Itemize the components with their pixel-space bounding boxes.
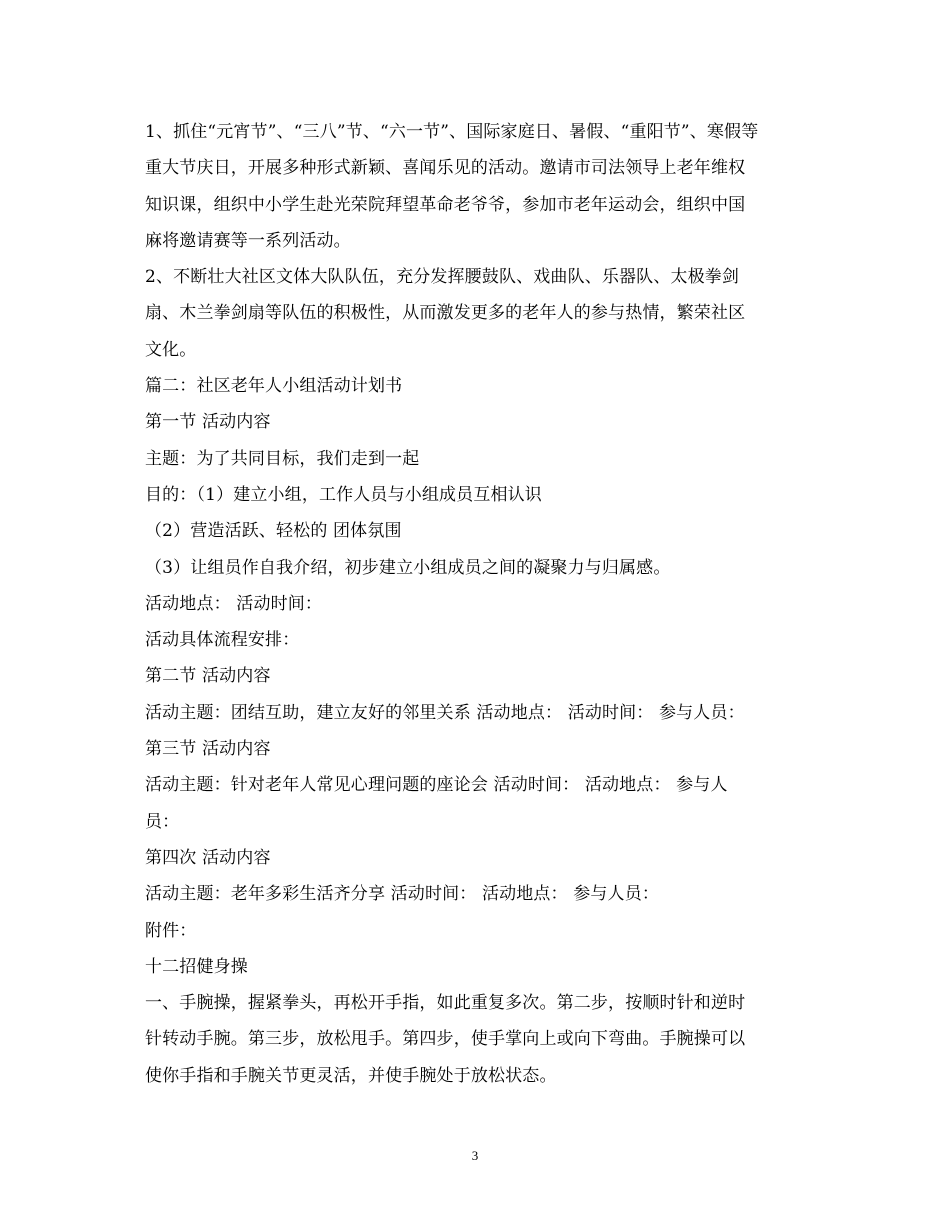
document-body — [145, 114, 810, 1094]
text-line-7: 文化。 — [145, 339, 197, 360]
exercise-line-3: 使你手指和手腕关节更灵活，并使手腕处于放松状态。 — [145, 1065, 557, 1086]
activity-theme-4: 活动主题：老年多彩生活齐分享 活动时间： 活动地点： 参与人员： — [145, 884, 660, 905]
exercise-title: 十二招健身操 — [145, 956, 248, 977]
exercise-line-1: 一、手腕操，握紧拳头，再松开手指，如此重复多次。第二步，按顺时针和逆时 — [145, 993, 746, 1014]
text-line-1: 1、抓住“元宵节”、“三八”节、“六一节”、国际家庭日、暑假、“重阳节”、寒假等 — [145, 122, 759, 142]
subsection-heading-2: 第二节 活动内容 — [145, 666, 271, 687]
subsection-heading-1: 第一节 活动内容 — [145, 412, 271, 433]
text-line-4: 麻将邀请赛等一系列活动。 — [145, 230, 351, 251]
text-line-6: 扇、木兰拳剑扇等队伍的积极性，从而激发更多的老年人的参与热情，繁荣社区 — [145, 303, 746, 324]
exercise-line-2: 针转动手腕。第三步，放松甩手。第四步，使手掌向上或向下弯曲。手腕操可以 — [145, 1029, 746, 1050]
purpose-line-1: 目的：（1）建立小组，工作人员与小组成员互相认识 — [145, 484, 542, 505]
activity-theme-3-cont: 员： — [145, 811, 180, 832]
subsection-heading-3: 第三节 活动内容 — [145, 739, 271, 760]
purpose-line-2: （2）营造活跃、轻松的 团体氛围 — [145, 521, 402, 542]
subsection-heading-4: 第四次 活动内容 — [145, 847, 271, 868]
text-line-3: 知识课，组织中小学生赴光荣院拜望革命老爷爷，参加市老年运动会，组织中国 — [145, 194, 746, 215]
activity-theme-3: 活动主题：针对老年人常见心理问题的座论会 活动时间： 活动地点： 参与人 — [145, 775, 728, 796]
purpose-line-3: （3）让组员作自我介绍，初步建立小组成员之间的凝聚力与归属感。 — [145, 557, 671, 578]
section-heading: 篇二：社区老年人小组活动计划书 — [145, 376, 403, 397]
location-time-line: 活动地点： 活动时间： — [145, 593, 323, 614]
page-number: 3 — [471, 1148, 479, 1163]
process-line: 活动具体流程安排： — [145, 630, 300, 651]
attachment-label: 附件： — [145, 920, 197, 941]
activity-theme-2: 活动主题：团结互助，建立友好的邻里关系 活动地点： 活动时间： 参与人员： — [145, 702, 745, 723]
text-line-2: 重大节庆日，开展多种形式新颖、喜闻乐见的活动。邀请市司法领导上老年维权 — [145, 158, 746, 179]
text-line-5: 2、不断壮大社区文体大队队伍，充分发挥腰鼓队、戏曲队、乐器队、太极拳剑 — [145, 267, 740, 288]
theme-line: 主题：为了共同目标，我们走到一起 — [145, 448, 420, 469]
